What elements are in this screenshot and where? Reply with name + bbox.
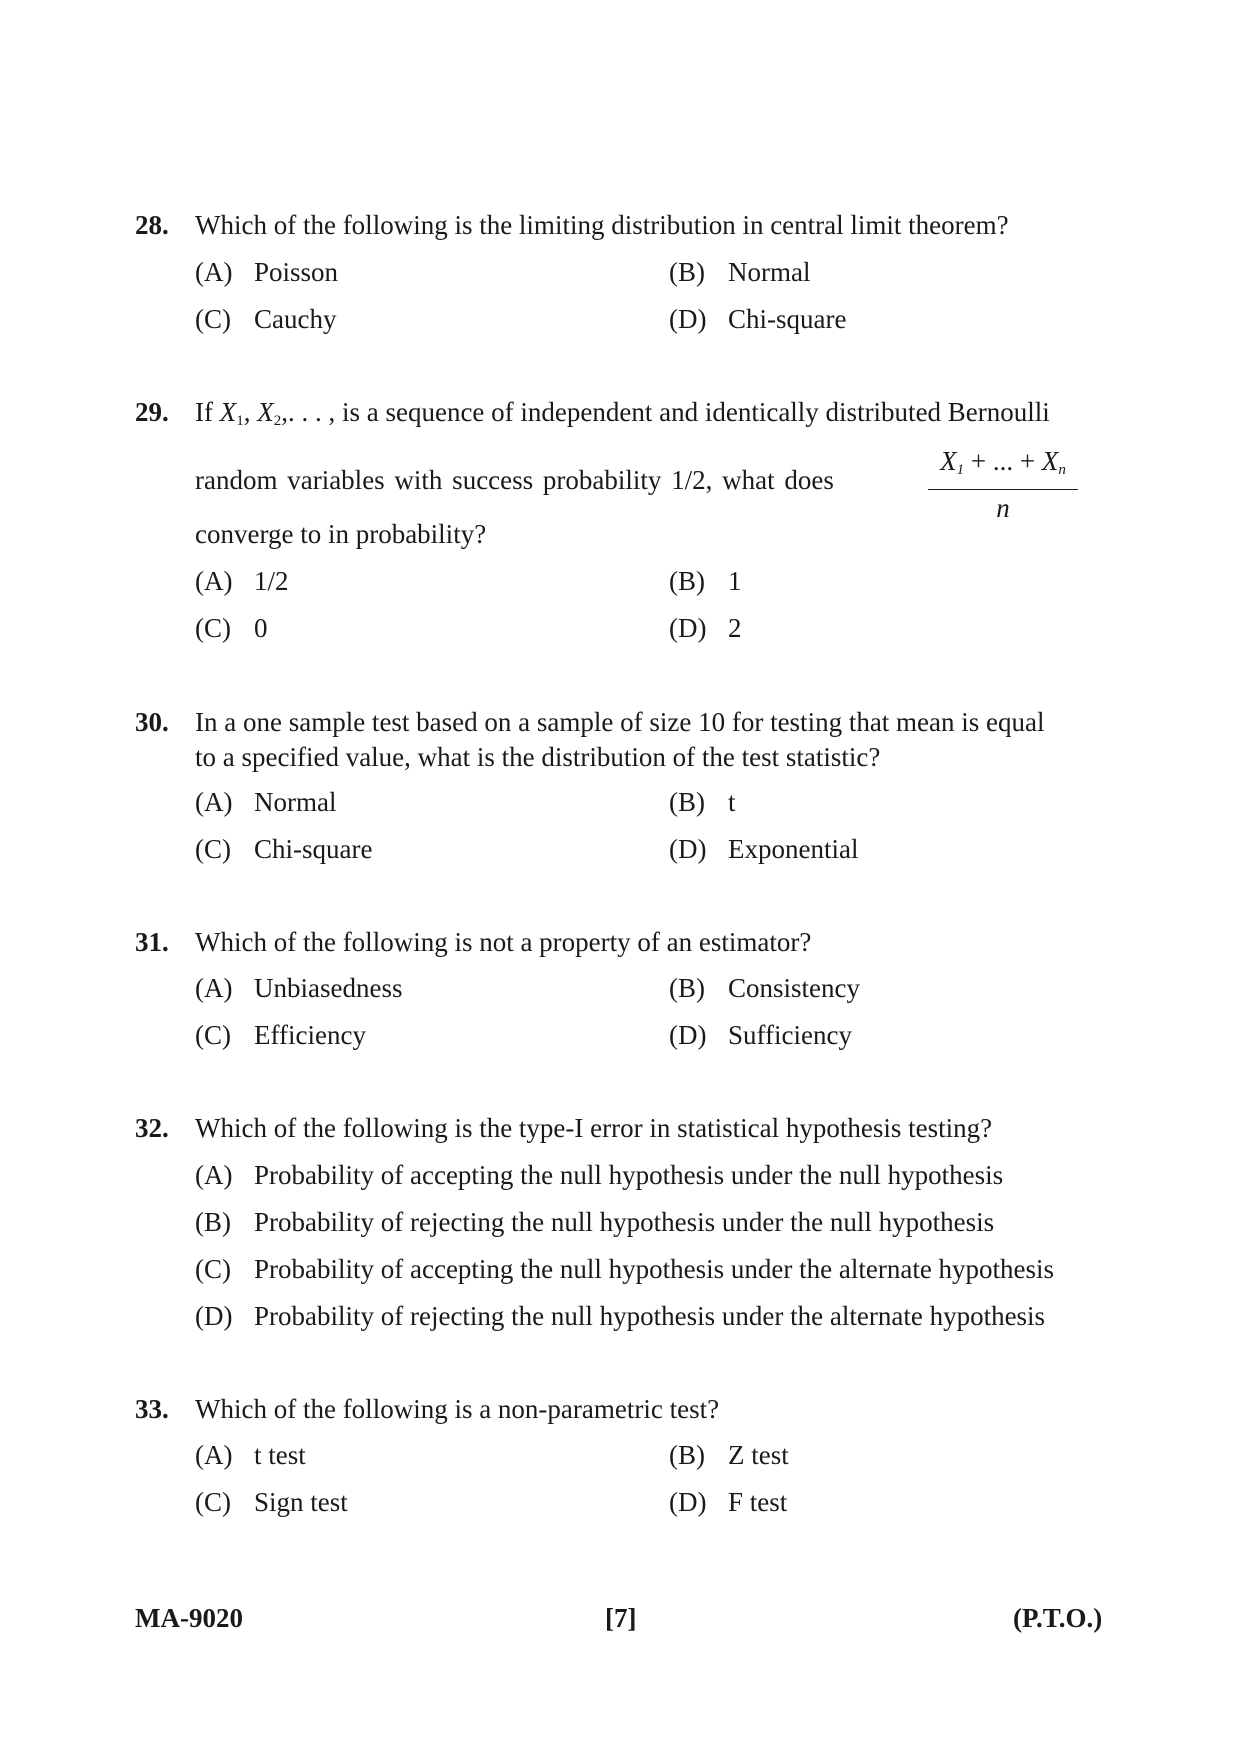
option-label: (C) bbox=[195, 1020, 231, 1050]
option-label: (D) bbox=[195, 1301, 233, 1331]
option-label: (B) bbox=[669, 566, 705, 596]
question-number: 32. bbox=[135, 1113, 169, 1143]
ellipsis-plus: + ... + bbox=[964, 446, 1042, 476]
option-text: 0 bbox=[254, 613, 268, 643]
option-label: (A) bbox=[195, 973, 233, 1003]
variable-xn: X bbox=[1041, 446, 1059, 476]
question-text: Which of the following is the type-I error in statistical hypothesis testing? bbox=[195, 1113, 993, 1143]
option-text: Probability of accepting the null hypothesis under the null hypothesis bbox=[254, 1160, 1004, 1190]
option-label: (C) bbox=[195, 1487, 231, 1517]
option-c bbox=[195, 611, 268, 645]
question-number: 33. bbox=[135, 1394, 169, 1424]
option-label: (C) bbox=[195, 1254, 231, 1284]
option-b bbox=[669, 564, 742, 598]
option-label: (A) bbox=[195, 257, 233, 287]
option-text: Unbiasedness bbox=[254, 973, 403, 1003]
question-text-line-2: to a specified value, what is the distribution of the test statistic? bbox=[195, 742, 881, 772]
option-a bbox=[195, 255, 338, 289]
fraction bbox=[928, 445, 1078, 526]
question-number: 31. bbox=[135, 927, 169, 957]
option-text: t test bbox=[254, 1440, 306, 1470]
option-text: Probability of rejecting the null hypothesis under the alternate hypothesis bbox=[254, 1301, 1046, 1331]
question-number: 30. bbox=[135, 707, 169, 737]
separator: , bbox=[243, 397, 258, 427]
option-c bbox=[195, 1252, 1054, 1286]
option-a bbox=[195, 971, 402, 1005]
option-c bbox=[195, 1485, 348, 1519]
option-a bbox=[195, 564, 289, 598]
option-label: (A) bbox=[195, 1160, 233, 1190]
subscript: 1 bbox=[236, 413, 244, 429]
option-label: (C) bbox=[195, 613, 231, 643]
option-label: (D) bbox=[669, 1487, 707, 1517]
option-d bbox=[669, 611, 742, 645]
option-d bbox=[669, 832, 858, 866]
variable-x2: X bbox=[257, 397, 274, 427]
option-a bbox=[195, 1158, 1003, 1192]
question-number: 28. bbox=[135, 210, 169, 240]
option-label: (A) bbox=[195, 1440, 233, 1470]
option-b bbox=[669, 1438, 789, 1472]
option-label: (B) bbox=[195, 1207, 231, 1237]
option-text: F test bbox=[728, 1487, 788, 1517]
text-suffix: ,. . . , is a sequence of independent and identically distributed Bernoulli bbox=[281, 397, 1050, 427]
option-label: (D) bbox=[669, 613, 707, 643]
option-c bbox=[195, 832, 372, 866]
subscript: n bbox=[1058, 462, 1066, 478]
option-label: (C) bbox=[195, 304, 231, 334]
question-text-line-1 bbox=[195, 395, 1135, 438]
variable-x1: X bbox=[940, 446, 957, 476]
option-label: (B) bbox=[669, 787, 705, 817]
option-d bbox=[669, 1018, 852, 1052]
fraction-numerator bbox=[928, 445, 1078, 490]
option-label: (D) bbox=[669, 1020, 707, 1050]
option-label: (B) bbox=[669, 257, 705, 287]
option-d bbox=[669, 302, 846, 336]
option-text: Chi-square bbox=[254, 834, 373, 864]
subscript: 2 bbox=[273, 413, 282, 429]
option-d bbox=[195, 1299, 1045, 1333]
question-text-line-1: In a one sample test based on a sample of size 10 for testing that mean is equal bbox=[195, 707, 1045, 737]
question-text: Which of the following is the limiting distribution in central limit theorem? bbox=[195, 210, 1009, 240]
option-text: Normal bbox=[254, 787, 337, 817]
option-text: Probability of accepting the null hypothesis under the alternate hypothesis bbox=[254, 1254, 1055, 1284]
option-b bbox=[669, 971, 860, 1005]
option-text: Normal bbox=[728, 257, 811, 287]
option-text: Efficiency bbox=[254, 1020, 366, 1050]
option-text: Z test bbox=[728, 1440, 789, 1470]
option-label: (C) bbox=[195, 834, 231, 864]
question-text: Which of the following is a non-parametric test? bbox=[195, 1394, 720, 1424]
option-label: (D) bbox=[669, 304, 707, 334]
subscript: 1 bbox=[956, 462, 965, 478]
question-text-line-2: random variables with success probability 1/2, what does bbox=[195, 465, 834, 495]
option-label: (A) bbox=[195, 566, 233, 596]
variable-x1: X bbox=[219, 397, 237, 427]
option-a bbox=[195, 1438, 306, 1472]
option-b bbox=[669, 255, 810, 289]
option-label: (D) bbox=[669, 834, 707, 864]
option-b bbox=[195, 1205, 994, 1239]
text-prefix: If bbox=[195, 397, 220, 427]
option-text: Consistency bbox=[728, 973, 860, 1003]
option-text: Chi-square bbox=[728, 304, 847, 334]
option-text: Sufficiency bbox=[728, 1020, 852, 1050]
question-number: 29. bbox=[135, 397, 169, 427]
option-text: Probability of rejecting the null hypothesis under the null hypothesis bbox=[254, 1207, 995, 1237]
page-number: [7] bbox=[605, 1603, 637, 1633]
option-label: (A) bbox=[195, 787, 233, 817]
option-d bbox=[669, 1485, 787, 1519]
option-text: Poisson bbox=[254, 257, 339, 287]
option-text: Exponential bbox=[728, 834, 859, 864]
please-turn-over: (P.T.O.) bbox=[1013, 1603, 1103, 1633]
exam-code: MA-9020 bbox=[135, 1603, 243, 1633]
fraction-denominator: n bbox=[996, 493, 1010, 523]
option-b bbox=[669, 785, 736, 819]
option-c bbox=[195, 302, 336, 336]
option-label: (B) bbox=[669, 1440, 705, 1470]
option-text: Sign test bbox=[254, 1487, 348, 1517]
option-text: t bbox=[728, 787, 736, 817]
option-c bbox=[195, 1018, 366, 1052]
option-a bbox=[195, 785, 336, 819]
option-label: (B) bbox=[669, 973, 705, 1003]
option-text: Cauchy bbox=[254, 304, 337, 334]
option-text: 1 bbox=[728, 566, 742, 596]
question-text-line-3: converge to in probability? bbox=[195, 519, 487, 549]
option-text: 1/2 bbox=[254, 566, 289, 596]
option-text: 2 bbox=[728, 613, 742, 643]
question-text: Which of the following is not a property of an estimator? bbox=[195, 927, 812, 957]
